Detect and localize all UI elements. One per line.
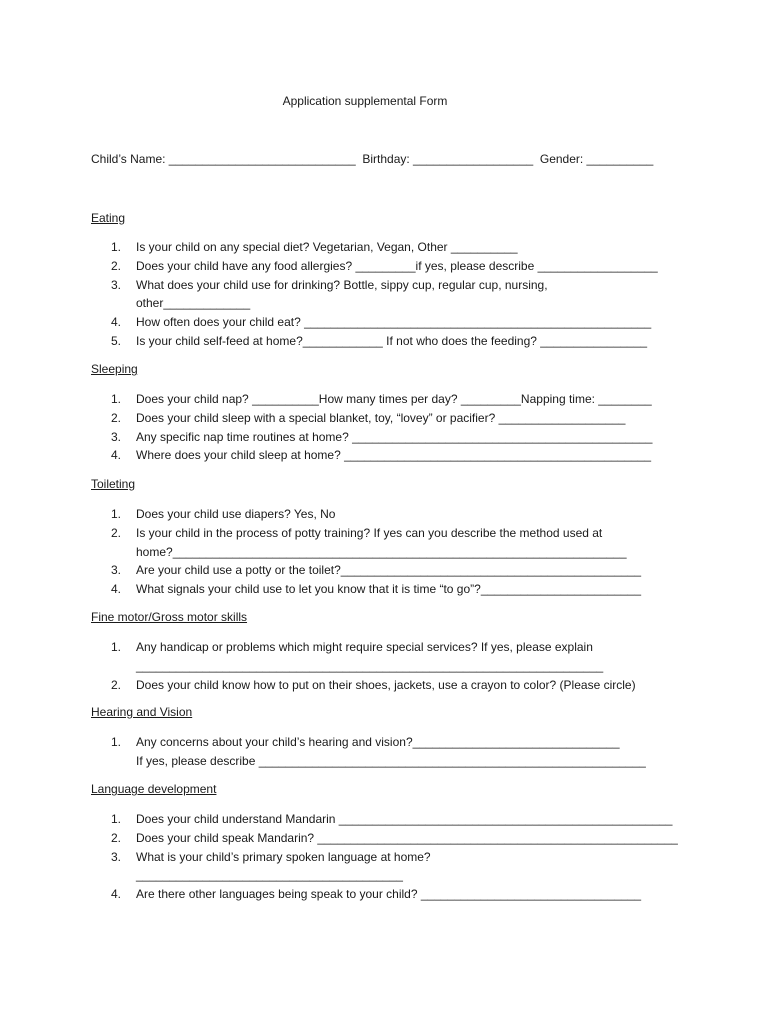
list-item[interactable] xyxy=(91,409,691,428)
item-text: Does your child nap? __________How many times per day? _________Napping time: ________ xyxy=(136,392,652,406)
list-item[interactable] xyxy=(91,885,691,904)
item-text: Is your child in the process of potty training? If yes can you describe the method used at xyxy=(136,525,603,540)
item-text: Does your child use diapers? Yes, No xyxy=(136,507,336,521)
section-motor-heading: Fine motor/Gross motor skills xyxy=(91,610,248,624)
item-number: 1. xyxy=(111,735,122,749)
item-number: 4. xyxy=(111,448,122,463)
item-text: Where does your child sleep at home? ______________________________________________ xyxy=(136,448,652,463)
section-toileting-heading: Toileting xyxy=(91,477,136,491)
item-number: 1. xyxy=(111,392,122,406)
section-eating-heading: Eating xyxy=(91,211,126,225)
list-item[interactable] xyxy=(91,446,691,465)
language-list xyxy=(91,810,691,904)
list-item[interactable] xyxy=(91,505,691,524)
item-text: Is your child on any special diet? Vegetarian, Vegan, Other __________ xyxy=(136,240,518,254)
item-number: 3. xyxy=(111,277,122,292)
list-item[interactable] xyxy=(91,524,691,562)
item-text: Is your child self-feed at home?____________ If not who does the feeding? ________________ xyxy=(136,333,648,348)
child-info-line xyxy=(91,152,653,166)
list-item[interactable] xyxy=(91,428,691,447)
item-number: 2. xyxy=(111,830,122,845)
section-language-heading: Language development xyxy=(91,782,217,796)
item-continuation: home?____________________________________________________________________ xyxy=(136,544,627,559)
item-number: 4. xyxy=(111,315,122,330)
sleeping-list xyxy=(91,390,691,465)
gender-field[interactable]: Gender: __________ xyxy=(539,152,654,166)
item-continuation: ______________________________________________________________________ xyxy=(136,658,604,673)
list-item[interactable] xyxy=(91,848,691,886)
motor-list xyxy=(91,638,691,694)
item-text: Any concerns about your child’s hearing and vision?_______________________________ xyxy=(136,735,620,749)
list-item[interactable] xyxy=(91,580,691,599)
item-continuation: ________________________________________ xyxy=(136,868,403,883)
item-continuation: If yes, please describe __________________________________________________________ xyxy=(136,753,646,768)
item-number: 4. xyxy=(111,582,122,597)
item-text: Does your child speak Mandarin? ______________________________________________________ xyxy=(136,830,678,845)
item-number: 4. xyxy=(111,887,122,902)
item-text: Any specific nap time routines at home? _____________________________________________ xyxy=(136,429,653,444)
section-sleeping-heading: Sleeping xyxy=(91,362,138,376)
list-item[interactable] xyxy=(91,257,691,276)
form-title: Application supplemental Form xyxy=(282,94,448,108)
hearing-list xyxy=(91,733,691,771)
list-item[interactable] xyxy=(91,733,691,771)
list-item[interactable] xyxy=(91,561,691,580)
item-text: Does your child know how to put on their shoes, jackets, use a crayon to color? (Please circle) xyxy=(136,677,636,692)
eating-list xyxy=(91,238,691,351)
item-text: Does your child have any food allergies? _________if yes, please describe __________________ xyxy=(136,258,658,273)
item-text: Does your child understand Mandarin __________________________________________________ xyxy=(136,812,673,826)
list-item[interactable] xyxy=(91,238,691,257)
item-text: Does your child sleep with a special blanket, toy, “lovey” or pacifier? ___________________ xyxy=(136,410,626,425)
item-text: Are there other languages being speak to your child? _________________________________ xyxy=(136,887,642,902)
toileting-list xyxy=(91,505,691,599)
item-number: 1. xyxy=(111,812,122,826)
item-number: 5. xyxy=(111,333,122,348)
item-number: 1. xyxy=(111,507,122,521)
item-text: Are your child use a potty or the toilet?_____________________________________________ xyxy=(136,563,642,578)
item-text: How often does your child eat? ____________________________________________________ xyxy=(136,315,652,330)
item-number: 2. xyxy=(111,525,122,540)
item-text: What does your child use for drinking? Bottle, sippy cup, regular cup, nursing, xyxy=(136,277,548,292)
item-text: Any handicap or problems which might require special services? If yes, please explain xyxy=(136,640,593,654)
list-item[interactable] xyxy=(91,390,691,409)
item-number: 1. xyxy=(111,240,122,254)
list-item[interactable] xyxy=(91,332,691,351)
list-item[interactable] xyxy=(91,276,691,314)
birthday-field[interactable]: Birthday: __________________ xyxy=(362,152,534,166)
item-number: 2. xyxy=(111,258,122,273)
item-text: What is your child’s primary spoken language at home? xyxy=(136,849,431,864)
item-number: 3. xyxy=(111,563,122,578)
list-item[interactable] xyxy=(91,676,691,695)
item-number: 2. xyxy=(111,410,122,425)
item-number: 2. xyxy=(111,677,122,692)
item-number: 3. xyxy=(111,429,122,444)
item-text: What signals your child use to let you know that it is time “to go”?________________________ xyxy=(136,582,641,597)
list-item[interactable] xyxy=(91,313,691,332)
list-item[interactable] xyxy=(91,638,691,676)
item-continuation: other_____________ xyxy=(136,296,251,311)
list-item[interactable] xyxy=(91,829,691,848)
child-name-field[interactable]: Child’s Name: ____________________________ xyxy=(91,152,356,166)
section-hearing-heading: Hearing and Vision xyxy=(91,705,193,719)
list-item[interactable] xyxy=(91,810,691,829)
item-number: 1. xyxy=(111,640,122,654)
item-number: 3. xyxy=(111,849,122,864)
